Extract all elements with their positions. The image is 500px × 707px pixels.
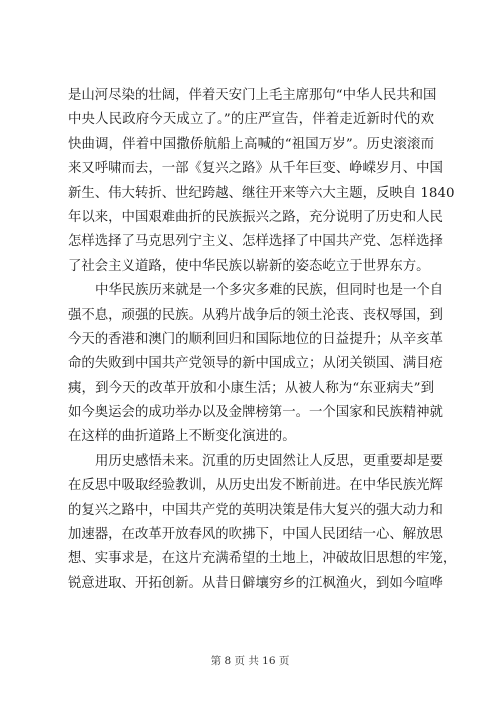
document-body: [68, 84, 457, 596]
text-line: 如今奥运会的成功举办以及金牌榜第一。一个国家和民族精神就: [68, 405, 443, 421]
text-line: 快曲调，伴着中国撒侨航船上高喊的“祖国万岁”。历史滚滚而: [68, 136, 434, 152]
text-line: 来又呼啸而去，一部《复兴之路》从千年巨变、峥嵘岁月、中国: [68, 161, 443, 177]
text-line: 命的失败到中国共产党领导的新中国成立；从闭关锁国、满目疮: [68, 356, 443, 372]
text-line: 中华民族历来就是一个多灾多难的民族，但同时也是一个自: [95, 283, 444, 299]
paragraph-3: [68, 450, 457, 596]
text-line: 中央人民政府今天成立了。”的庄严宣告，伴着走近新时代的欢: [68, 112, 434, 128]
text-line: 新生、伟大转折、世纪跨越、继往开来等六大主题，反映自 1840: [68, 185, 455, 201]
text-line: 了社会主义道路，使中华民族以崭新的姿态屹立于世界东方。: [68, 258, 430, 274]
text-line: 锐意进取、开拓创新。从昔日僻壤穷乡的江枫渔火，到如今喧哗: [68, 575, 443, 591]
text-line: 年以来，中国艰难曲折的民族振兴之路，充分说明了历史和人民: [68, 209, 443, 225]
page-number-footer: 第 8 页 共 16 页: [210, 655, 290, 667]
paragraph-1: [68, 84, 455, 279]
paragraph-2: [68, 279, 444, 450]
text-line: 怎样选择了马克思列宁主义、怎样选择了中国共产党、怎样选择: [68, 234, 443, 250]
text-line: 在这样的曲折道路上不断变化演进的。: [68, 429, 296, 445]
text-line: 强不息，顽强的民族。从鸦片战争后的领土沦丧、丧权辱国，到: [68, 307, 443, 323]
text-line: 想、实事求是，在这片充满希望的土地上，冲破故旧思想的牢笼，: [68, 551, 457, 567]
text-line: 加速器，在改革开放春风的吹拂下，中国人民团结一心、解放思: [68, 527, 443, 543]
text-line: 在反思中吸取经验教训，从历史出发不断前进。在中华民族光辉: [68, 478, 443, 494]
text-line: 用历史感悟未来。沉重的历史固然让人反思，更重要却是要: [95, 453, 444, 469]
text-line: 的复兴之路中，中国共产党的英明决策是伟大复兴的强大动力和: [68, 502, 443, 518]
text-line: 是山河尽染的壮阔，伴着天安门上毛主席那句“中华人民共和国: [68, 88, 437, 103]
text-line: 痍，到今天的改革开放和小康生活；从被人称为“东亚病夫”到: [68, 380, 434, 396]
text-line: 今天的香港和澳门的顺利回归和国际地位的日益提升；从辛亥革: [68, 331, 443, 347]
